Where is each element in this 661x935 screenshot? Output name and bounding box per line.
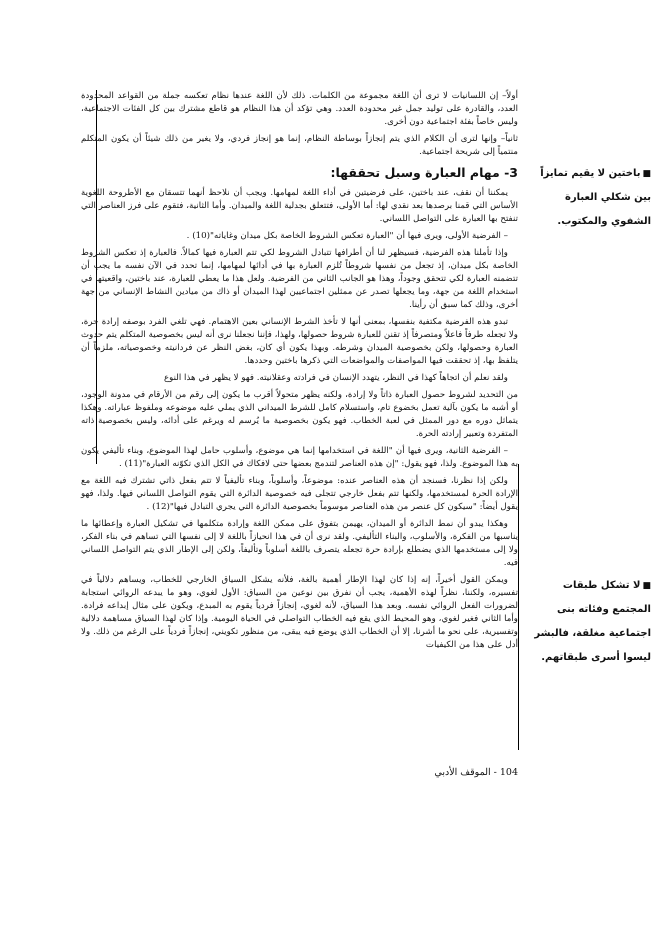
sidebar-note-text: باختين لا يقيم تمايزاً بين شكلي العبارة الشفوي والمكتوب.	[540, 168, 651, 227]
paragraph: ويمكن القول أخيراً، إنه إذا كان لهذا الإطار أهمية بالغة، فلأنه يشكل السياق الخارجي للخطاب، ويساهم دلالياً في تفسيره، ولكننا، نظراً لهذه الأهمية، يجب أن نفرق بين نوعين من السياق: الأول لغوي، وهو ما يبدعه الروائي استجابة لضرورات الفعل الروائي نفسه. وبعد هذا السياق، لأنه لغوي، إنجازاً فردياً يقوم به المبدع، ويكون على مثال إبداعه فرادة. وأما الثاني فغير لغوي، وهو المحيط الذي يقع فيه الخطاب التواصلي في الحياة اليومية. وإذا كان لهذا السياق مساهمة دلالية وتفسيرية، على نحو ما أشرنا، إلا أن الخطاب الذي يوضع فيه يبقى، من منظور تكويني، إنجازاً فردياً على الرغم من ذلك. ولا أدل على هذا من الكيفيات	[81, 575, 518, 650]
paragraph: ولقد نعلم أن اتجاهاً كهذا في النظر، يتهدد الإنسان في فرادته وعقلانيته. فهو لا يظهر في هذا النوع	[163, 373, 508, 383]
sidebar-note-2	[533, 574, 651, 670]
sidebar-note-1	[533, 162, 651, 234]
paragraph: يمكننا أن نقف، عند باختين، على فرضيتين في أداء اللغة لمهامها. ويجب أن نلاحظ أنهما تتسقان مع الأطروحة اللغوية الأساس التي قمنا برصدها بعد نقدي لها: أما الأولى، فتتعلق بجدلية اللغة والميدان. وأما الثانية، فتقوم على فرز العناصر التي تنفتح بها العبارة على التواصل اللساني.	[81, 188, 518, 224]
square-bullet-icon: ■	[642, 581, 651, 591]
page-footer	[362, 767, 518, 778]
footer-separator: -	[490, 767, 500, 778]
paragraph: ثانياً– وإنها لترى أن الكلام الذي يتم إنجازاً بوساطة النظام، إنما هو إنجاز فردي، ولا يغير من ذلك شيئاً أن يكون المتكلم منتمياً إلى شريحة اجتماعية.	[81, 134, 518, 157]
paragraph: – الفرضية الثانية، ويرى فيها أن "اللغة في استخدامها إنما هي موضوع، وأسلوب حامل لهذا الموضوع، وبناء تأليفي يكون به هذا الموضوع. ولذا، فهو يقول: "إن هذه العناصر لتندمج بعضها حتى لافكاك في الكل الذي تكوّنه العبارة"(11) .	[81, 446, 518, 469]
square-bullet-icon: ■	[642, 169, 651, 179]
paragraph: تبدو هذه الفرضية مكتفية بنفسها، بمعنى أنها لا تأخذ الشرط الإنساني بعين الاهتمام. فهي تلغي الفرد بوصفه إرادة حرة، ولا تجعله طرفاً فاعلاً ومتصرفاً إذ تقنن للعبارة شروط حصولها، ولهذا، فإننا نجعلنا نرى أنه ليس بخصوصية المتكلم يتم حدوث العبارة وحصولها، ولكن بخصوصية الميدان وشرطه. وبهذا يكون أي كان، بغض النظر عن فردانيته وخصوصياته، ملزماً أن يتلفظ بها، إذ تحققت فيها المواصفات والمواضعات التي ذكرها باختين وحددها.	[81, 317, 518, 366]
section-heading: 3- مهام العبارة وسبل تحققها:	[330, 165, 518, 180]
page-number: 104	[499, 767, 518, 778]
paragraph: وإذا تأملنا هذه الفرضية، فسيظهر لنا أن أطرافها تتبادل الشروط لكي تتم العبارة فيها كمالاً. فالعبارة إذ تعكس الشروط الخاصة بكل ميدان، إذ تجعل من نفسها شروطاً تُلزم العبارة بها في أدائها لمهامها، إنما تحدد في الآن نفسه ما يجب أن تتضمنه العبارة لكي تتحقق وجوداً، وهذا هو الجانب الثاني من الفرضية. ولعل هذا ما يعطي للعبارة، عند باختين، واقعيتها في استخدام اللغة من جهة، وما يجعلها تصدر عن ممثلين اجتماعيين لهذا الميدان أو ذاك من ميادين النشاط الإنساني من جهة أخرى، وذلك كما سبق أن رأينا.	[81, 248, 518, 310]
paragraph: من التحديد لشروط حصول العبارة ذاتاً ولا إرادة، ولكنه يظهر متحولاً أقرب ما يكون إلى رقم من الأرقام في مدونة الوجود، أو أشبه ما يكون بآلية تعمل بخضوع تام، واستسلام كامل للشرط الميداني الذي يملي عليه موضوعه وملفوظ عباراته. وهكذا يتماثل دوره مع دور الممثل في لعبة الخطاب. فهو يكون بخصوصية ما يُرسم له ويرغم على أدائه، وليس بخصوصية ذاته المتفردة وتعبير إرادته الحرة.	[81, 390, 518, 439]
article-body	[81, 90, 518, 740]
sidebar-note-text: لا تشكل طبقات المجتمع وفئاته بنى اجتماعية مغلقة، فالبشر ليسوا أسرى طبقاتهم.	[534, 580, 651, 663]
paragraph: وهكذا يبدو أن نمط الدائرة أو الميدان، يهيمن بتفوق على ممكن اللغة وإرادة متكلمها في تشكيل العبارة وإعطائها ما يناسبها من الفكرة، والأسلوب، والبناء التأليفي. ولقد نرى أن في هذا انحيازاً باللغة لا إلى نفسها التي تساهم في بناء الفكر، ولا إلى مستخدمها الذي يضطلع بإرادة حرة تجعله يتصرف باللغة أسلوباً وتأليفاً، ولكن إلى الإطار الذي يتم التواصل اللساني فيه.	[81, 519, 518, 568]
journal-name: الموقف الأدبي	[434, 767, 491, 778]
margin-rule-bottom	[518, 464, 519, 750]
paragraph: أولاً– إن اللسانيات لا ترى أن اللغة مجموعة من الكلمات. ذلك لأن اللغة عندها نظام تعكسه جملة من القواعد المحدودة العدد، والقادرة على توليد جمل غير محدودة العدد. وهي تؤكد أن هذا النظام هو قاطع مشترك بين كل الفئات الاجتماعية، وليس خاصاً بفئة اجتماعية دون أخرى.	[81, 91, 518, 127]
paragraph: – الفرضية الأولى، ويرى فيها أن "العبارة تعكس الشروط الخاصة بكل ميدان وغاياته"(10) .	[186, 231, 508, 241]
paragraph: ولكن إذا نظرنا، فسنجد أن هذه العناصر عنده: موضوعاً، وأسلوباً، وبناء تأليفياً لا تتم بفعل ذاتي تشترك فيه اللغة مع الإرادة الحرة لمستخدمها، ولكنها تتم بفعل خارجي تتجلى فيه خصوصية الدائرة التي يقوم التواصل اللساني فيها. ولذا، فهو يقول أيضاً: "سيكون كل عنصر من هذه العناصر موسوماً بخصوصية الدائرة التي يجري التبادل فيها"(12) .	[81, 476, 518, 512]
